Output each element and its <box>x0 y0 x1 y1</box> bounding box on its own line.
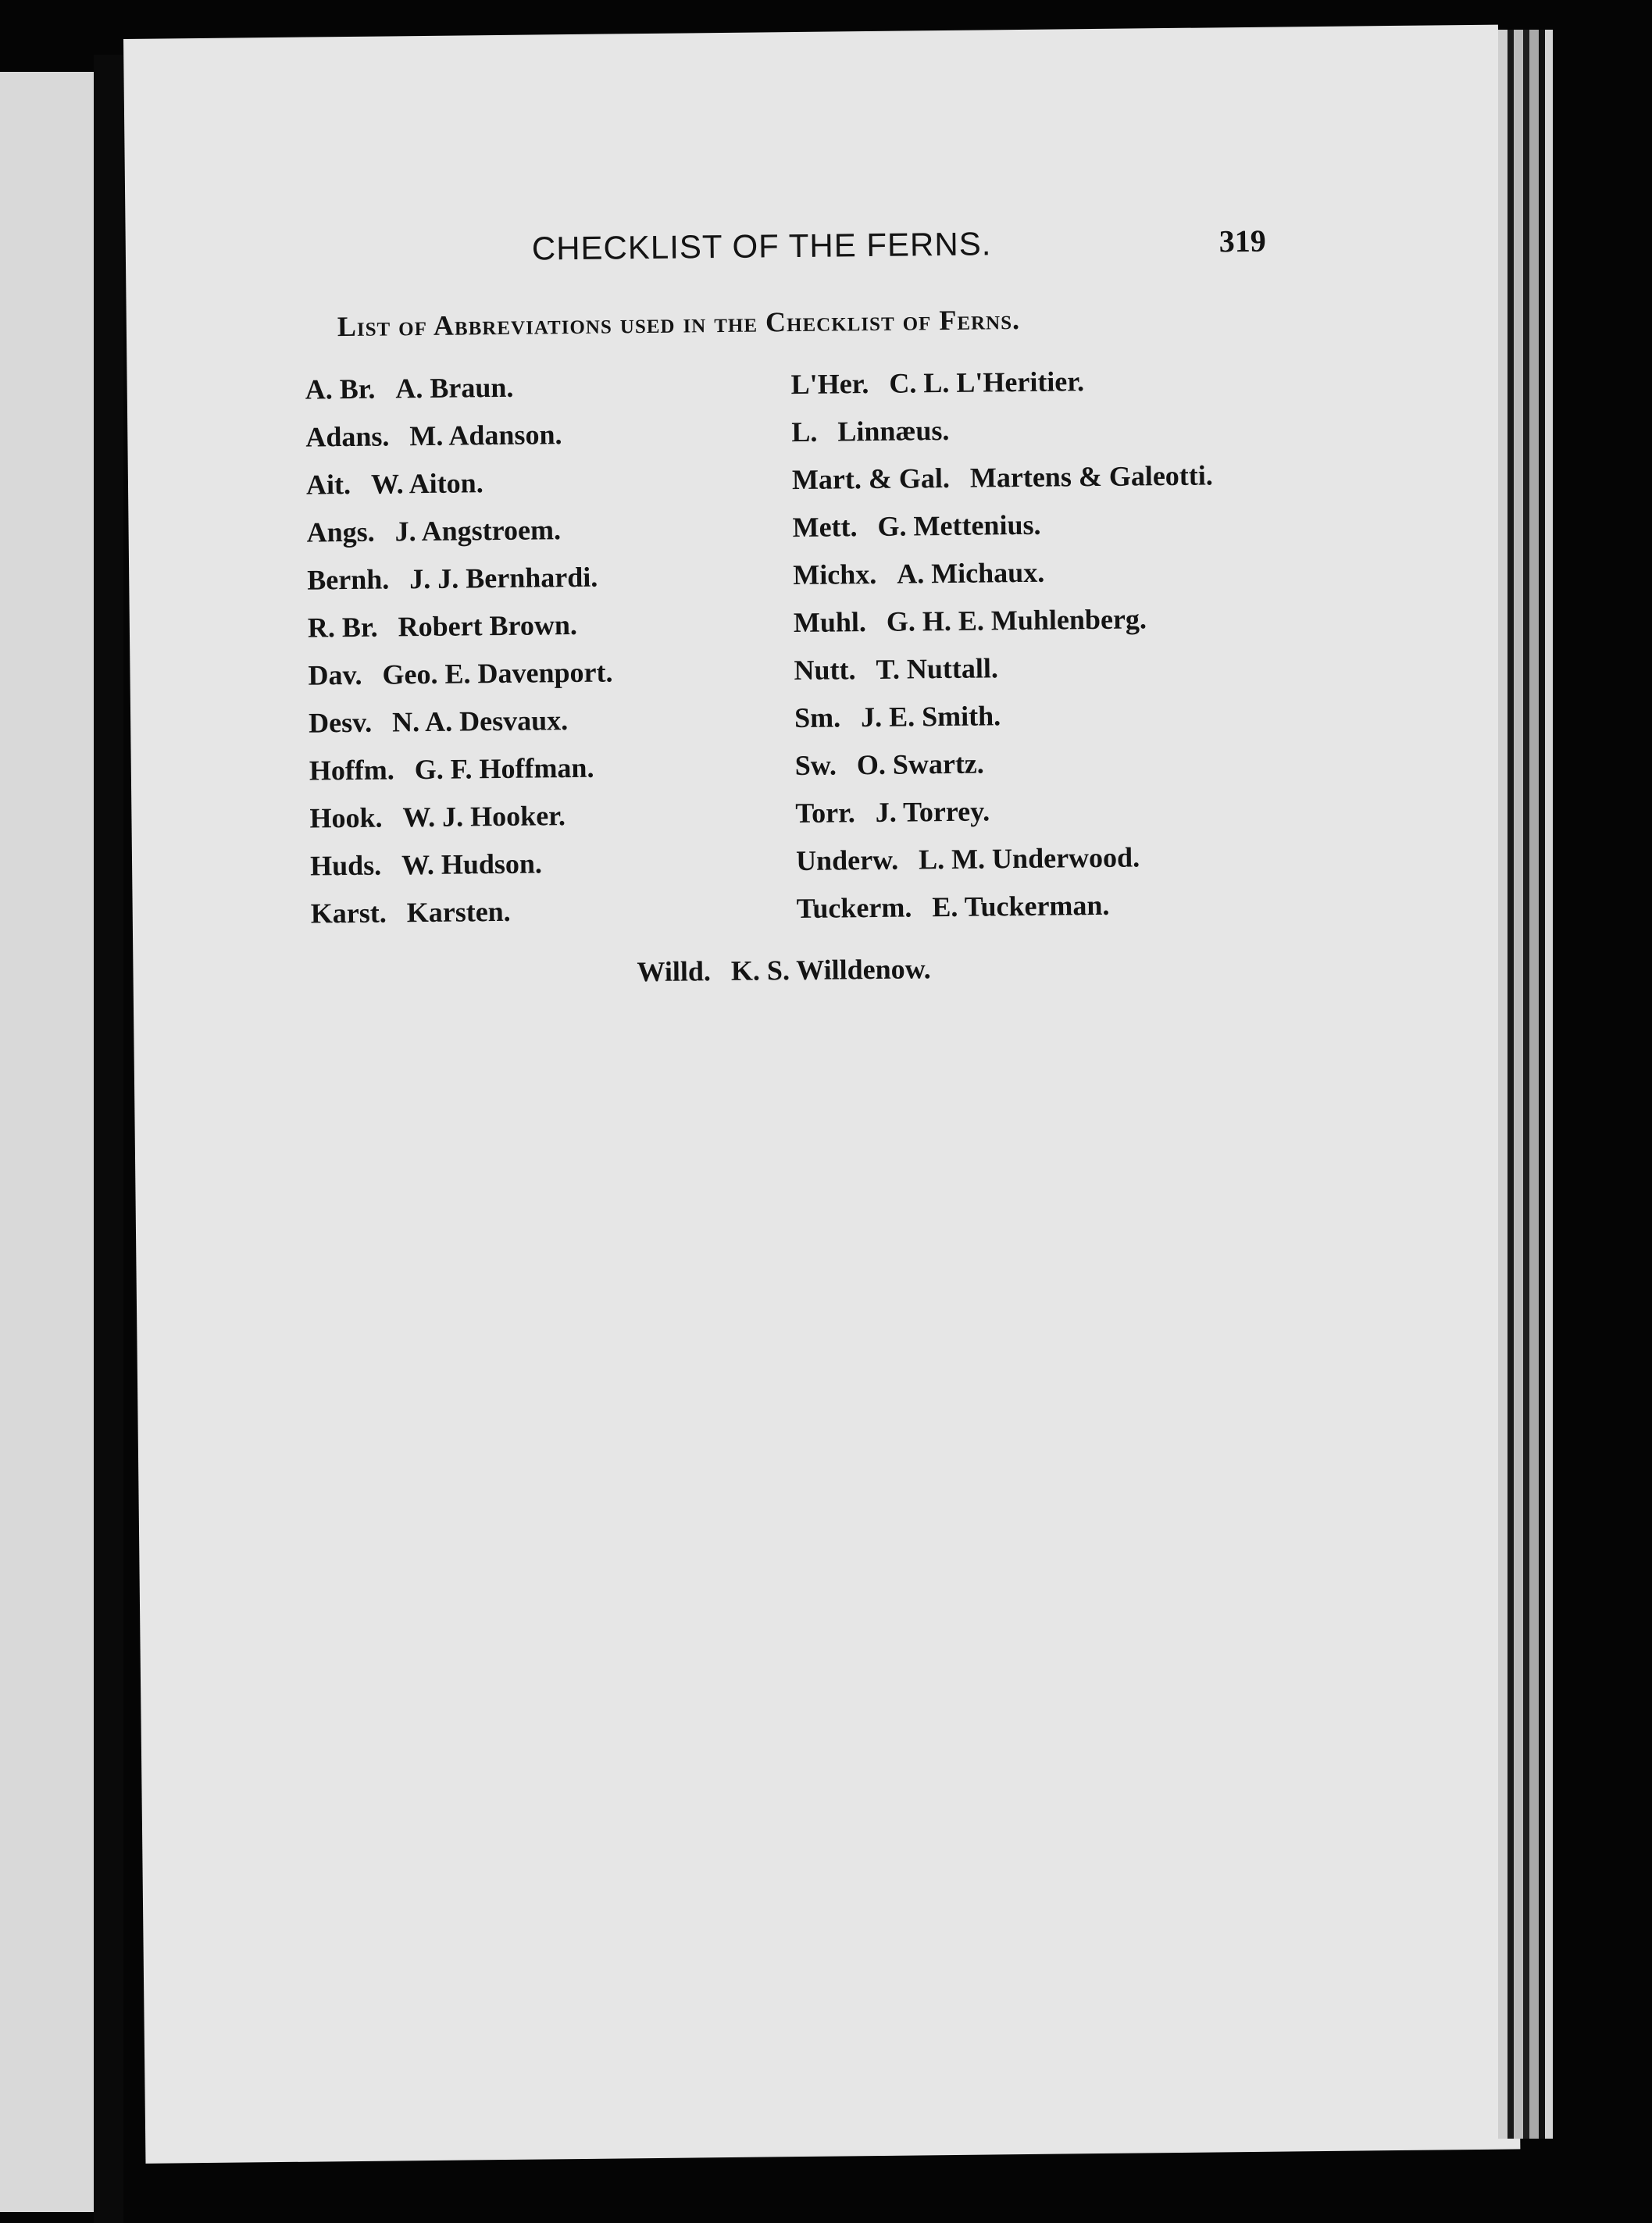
abbreviation-entry <box>309 798 615 849</box>
page-stack-edge <box>1514 30 1523 2139</box>
page-stack-edge <box>1523 30 1529 2139</box>
entry-abbreviation: Huds. <box>309 849 382 882</box>
page-stack-edge <box>1545 30 1553 2139</box>
entry-abbreviation: Mart. & Gal. <box>791 462 951 496</box>
adjacent-page-edge <box>0 72 94 2212</box>
entry-abbreviation: L. <box>791 416 818 448</box>
book-gutter <box>94 55 123 2223</box>
entry-name: T. Nuttall. <box>876 652 999 685</box>
entry-abbreviation: Hoffm. <box>309 754 394 787</box>
abbreviation-entry <box>791 411 1212 463</box>
entry-abbreviation: Torr. <box>795 797 855 830</box>
entry-name: L. M. Underwood. <box>918 841 1140 876</box>
entry-abbreviation: Mett. <box>792 511 858 544</box>
abbreviation-entry <box>308 608 613 658</box>
entry-abbreviation: Ait. <box>305 468 351 501</box>
entry-name: N. A. Desvaux. <box>391 705 569 738</box>
entry-name: Linnæus. <box>837 414 950 448</box>
abbreviation-entry <box>794 697 1215 749</box>
abbreviation-entry <box>311 894 616 944</box>
abbreviation-entry <box>794 649 1215 701</box>
entry-name: Martens & Galeotti. <box>969 459 1213 494</box>
abbreviation-entry <box>793 554 1214 606</box>
entry-name: O. Swartz. <box>856 748 984 781</box>
abbreviation-entry <box>305 418 611 469</box>
entry-abbreviation: Angs. <box>306 516 375 548</box>
book-page <box>123 25 1520 2164</box>
entry-name: Karsten. <box>406 895 511 929</box>
entry-name: Robert Brown. <box>398 608 578 643</box>
entry-name: W. Hudson. <box>401 847 543 881</box>
page-stack-edge <box>1507 30 1514 2139</box>
list-title: List of Abbreviations used in the Checklist of Ferns. <box>337 303 1021 343</box>
abbreviation-entry <box>309 703 614 754</box>
entry-name: K. S. Willdenow. <box>730 953 931 987</box>
abbreviation-entry <box>792 506 1213 558</box>
entry-abbreviation: Hook. <box>309 801 383 834</box>
abbreviation-entry <box>306 465 612 516</box>
abbreviation-entry <box>794 601 1215 654</box>
entry-name: Geo. E. Davenport. <box>382 656 613 690</box>
entry-abbreviation: Desv. <box>308 706 373 739</box>
entry-abbreviation: Dav. <box>308 658 362 691</box>
entry-abbreviation: L'Her. <box>790 368 869 401</box>
abbreviation-entry <box>308 655 613 706</box>
entry-abbreviation: Underw. <box>795 844 899 877</box>
abbreviation-entry <box>795 792 1216 844</box>
left-abbreviation-column <box>305 370 615 945</box>
abbreviation-entry <box>795 744 1216 797</box>
abbreviation-entry <box>309 751 615 801</box>
entry-name: J. Torrey. <box>875 795 990 828</box>
page-stack-edge <box>1539 30 1545 2139</box>
right-abbreviation-column <box>790 363 1217 940</box>
abbreviation-entry <box>310 846 615 897</box>
entry-abbreviation: Karst. <box>310 897 387 930</box>
entry-abbreviation: Muhl. <box>793 606 867 639</box>
abbreviation-entry <box>790 363 1211 416</box>
page-stack-edge <box>1529 30 1539 2139</box>
entry-name: J. E. Smith. <box>860 700 1001 733</box>
running-head: CHECKLIST OF THE FERNS. <box>531 225 992 267</box>
entry-abbreviation: Willd. <box>637 955 712 988</box>
abbreviation-entry <box>792 459 1213 511</box>
entry-name: C. L. L'Heritier. <box>889 366 1085 399</box>
entry-name: G. Mettenius. <box>877 508 1041 542</box>
entry-name: J. Angstroem. <box>394 514 562 548</box>
entry-abbreviation: Nutt. <box>794 654 856 687</box>
final-entry <box>637 952 931 988</box>
entry-name: E. Tuckerman. <box>932 889 1110 923</box>
entry-abbreviation: R. Br. <box>307 611 378 644</box>
entry-name: W. Aiton. <box>370 467 483 500</box>
abbreviation-entry <box>306 512 612 563</box>
abbreviation-entry <box>305 370 610 421</box>
abbreviation-entry <box>796 840 1217 892</box>
entry-abbreviation: Michx. <box>793 558 877 591</box>
entry-abbreviation: Bernh. <box>307 563 390 596</box>
entry-abbreviation: Tuckerm. <box>796 891 912 925</box>
entry-name: M. Adanson. <box>409 419 562 452</box>
page-stack-edge <box>1498 30 1507 2139</box>
entry-abbreviation: A. Br. <box>305 373 376 405</box>
entry-name: A. Michaux. <box>896 556 1045 590</box>
abbreviation-entry <box>796 887 1217 940</box>
entry-abbreviation: Sm. <box>794 701 841 734</box>
entry-abbreviation: Adans. <box>305 420 390 453</box>
entry-name: W. J. Hooker. <box>402 800 566 833</box>
entry-abbreviation: Sw. <box>794 749 837 782</box>
entry-name: A. Braun. <box>395 371 514 405</box>
abbreviation-entry <box>307 560 612 611</box>
page-number: 319 <box>1218 223 1267 259</box>
entry-name: G. F. Hoffman. <box>414 751 594 786</box>
entry-name: J. J. Bernhardi. <box>409 561 598 595</box>
entry-name: G. H. E. Muhlenberg. <box>886 603 1147 637</box>
